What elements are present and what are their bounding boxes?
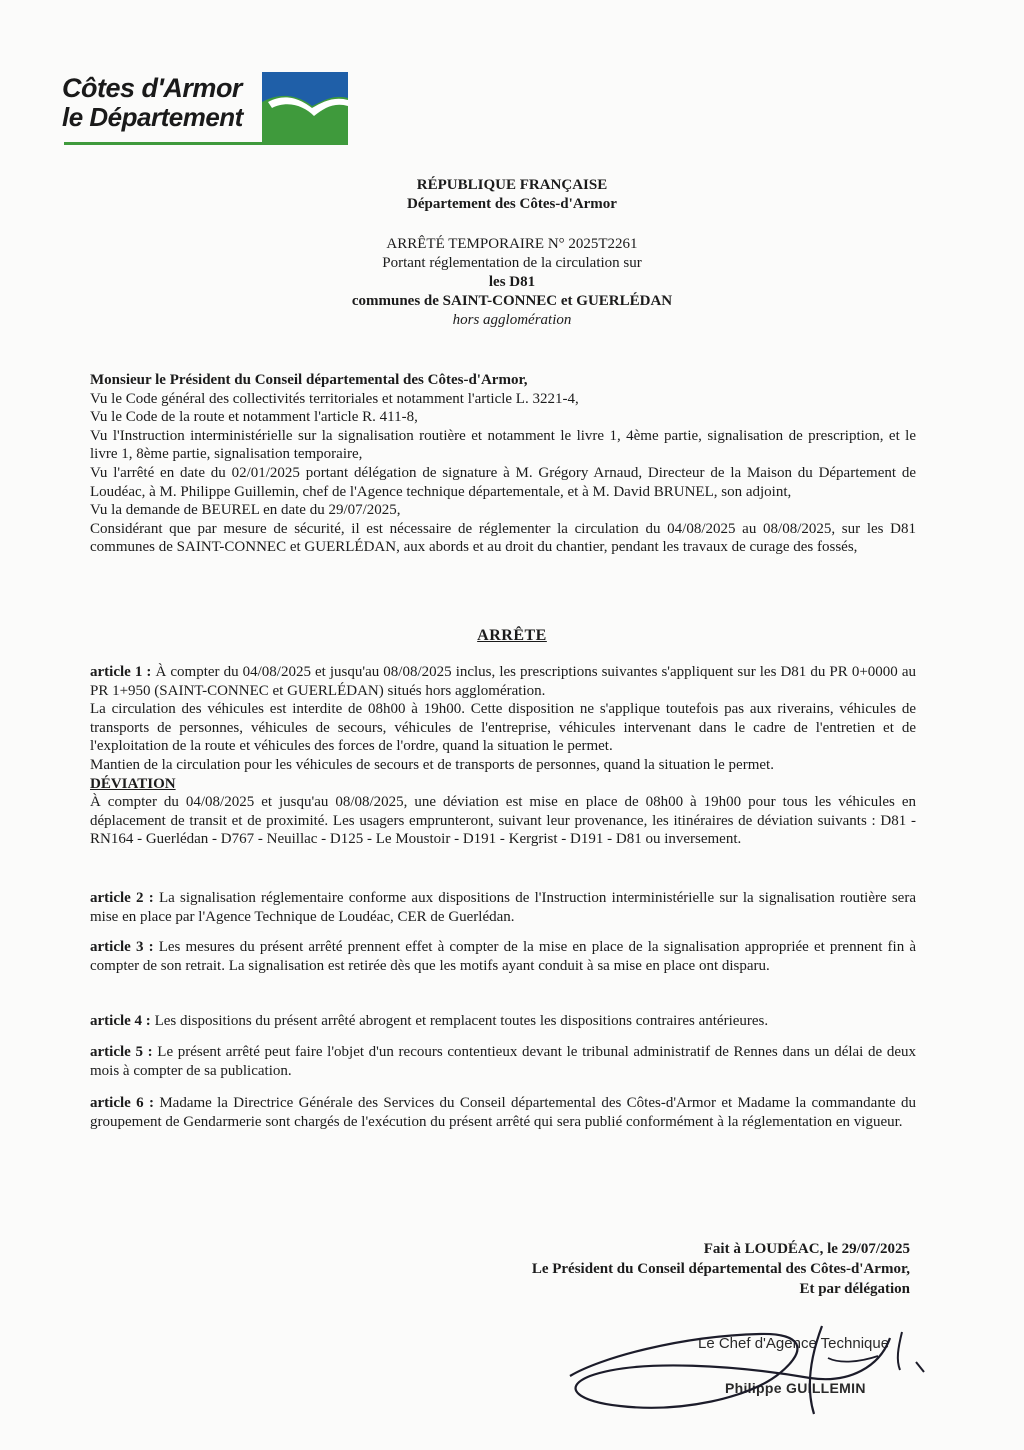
decree-number: ARRÊTÉ TEMPORAIRE N° 2025T2261 (386, 236, 638, 252)
decree-communes: communes de SAINT-CONNEC et GUERLÉDAN (351, 293, 673, 309)
vu-code-route: Vu le Code de la route et notamment l'article R. 411-8, (90, 409, 418, 426)
place-date: Fait à LOUDÉAC, le 29/07/2025 (703, 1241, 910, 1257)
article-3-label: article 3 : (90, 939, 154, 955)
article-5-label: article 5 : (90, 1044, 153, 1060)
article-6-label: article 6 : (90, 1095, 154, 1111)
article-5-text: Le présent arrêté peut faire l'objet d'un recours contentieux devant le tribunal administratif de Rennes dans un délai de deux mois à compter de sa publication. (90, 1044, 916, 1079)
article-6-text: Madame la Directrice Générale des Services du Conseil départemental des Côtes-d'Armor et Madame la commandante du groupement de Gendarmerie sont chargés de l'exécution du présent arrêté qui sera publié conformément à la réglementation en vigueur. (90, 1095, 916, 1130)
article-5 (90, 1043, 916, 1080)
logo-underline (64, 142, 348, 145)
delegation: Et par délégation (799, 1281, 910, 1297)
document-header (0, 176, 1024, 214)
vu-delegation: Vu l'arrêté en date du 02/01/2025 portant délégation de signature à M. Grégory Arnaud, Directeur de la Maison du Département de Loudéac, à M. Philippe Guillemin, chef de l'Agence technique départementale, et à M. David BRUNEL, son adjoint, (90, 464, 916, 500)
logo-emblem-icon (262, 72, 348, 142)
logo-line-1: Côtes d'Armor (62, 73, 242, 103)
decree-heading (0, 235, 1024, 330)
article-3 (90, 938, 916, 975)
stamp-name: Philippe GUILLEMIN (725, 1380, 866, 1396)
logo-wordmark (62, 74, 243, 132)
article-2 (90, 889, 916, 926)
article-4-text: Les dispositions du présent arrêté abrogent et remplacent toutes les dispositions contraires antérieures. (150, 1013, 769, 1029)
decree-zone: hors agglomération (452, 312, 572, 328)
article-2-label: article 2 : (90, 890, 154, 906)
department-logo (62, 70, 352, 148)
article-3-text: Les mesures du présent arrêté prennent effet à compter de la mise en place de la signalisation appropriée et prennent fin à compter de son retrait. La signalisation est retirée dès que les motifs ayant conduit à sa mise en place ont disparu. (90, 939, 916, 974)
vu-demande: Vu la demande de BEUREL en date du 29/07/2025, (90, 502, 401, 519)
preamble (90, 371, 916, 557)
decree-purpose: Portant réglementation de la circulation sur (382, 255, 642, 271)
deviation-text: À compter du 04/08/2025 et jusqu'au 08/08/2025, une déviation est mise en place de 08h00 à 19h00 pour tous les véhicules en déplacement de transit et de proximité. Les usagers emprunteront, suivant leur provenance, les itinéraires de déviation suivants : D81 - RN164 - Guerlédan - D767 - Neuillac - D125 - Le Moustoir - D191 - Kergrist - D191 - D81 ou inversement. (90, 794, 916, 848)
article-1 (90, 663, 916, 849)
decree-road: les D81 (488, 274, 536, 290)
article-1-label: article 1 : (90, 664, 152, 680)
article-1-p1 (90, 663, 916, 700)
handwritten-signature-icon (560, 1318, 940, 1418)
article-1-p3: Mantien de la circulation pour les véhicules de secours et de transports de personnes, quand la situation le permet. (90, 756, 774, 773)
article-2-text: La signalisation réglementaire conforme aux dispositions de l'Instruction interministérielle sur la signalisation routière sera mise en place par l'Agence Technique de Loudéac, CER de Guerlédan. (90, 890, 916, 925)
vu-instruction: Vu l'Instruction interministérielle sur la signalisation routière et notamment le livre 1, 4ème partie, signalisation de prescription, et le livre 1, 8ème partie, signalisation temporaire, (90, 427, 916, 463)
signatory: Le Président du Conseil départemental des Côtes-d'Armor, (531, 1261, 910, 1277)
article-1-p2: La circulation des véhicules est interdite de 08h00 à 19h00. Cette disposition ne s'applique toutefois pas aux riverains, véhicules de transports de personnes, véhicules de secours, véhicules de l'entreprise, véhicules intervenant dans le cadre de l'entretien et de l'exploitation de la route et véhicules des forces de l'ordre, quand la situation le permet. (90, 701, 916, 755)
logo-line-2: le Département (62, 102, 243, 132)
article-6 (90, 1094, 916, 1131)
considerant: Considérant que par mesure de sécurité, il est nécessaire de réglementer la circulation du 04/08/2025 au 08/08/2025, sur les D81 communes de SAINT-CONNEC et GUERLÉDAN, aux abords et au droit du chantier, pendant les travaux de curage des fossés, (90, 520, 916, 556)
article-1-text: À compter du 04/08/2025 et jusqu'au 08/08/2025 inclus, les prescriptions suivantes s'appliquent sur les D81 du PR 0+0000 au PR 1+950 (SAINT-CONNEC et GUERLÉDAN) situés hors agglomération. (90, 664, 916, 699)
article-4-label: article 4 : (90, 1013, 151, 1029)
department-name: Département des Côtes-d'Armor (407, 196, 617, 212)
stamp-title: Le Chef d'Agence Technique (698, 1335, 890, 1352)
authority-line: Monsieur le Président du Conseil départemental des Côtes-d'Armor, (90, 372, 528, 388)
republic-title: RÉPUBLIQUE FRANÇAISE (416, 177, 608, 193)
vu-cgct: Vu le Code général des collectivités territoriales et notamment l'article L. 3221-4, (90, 390, 579, 407)
signature-block (532, 1239, 910, 1299)
article-4 (90, 1012, 916, 1031)
arrete-title: ARRÊTE (477, 627, 547, 644)
deviation-title: DÉVIATION (90, 775, 176, 792)
